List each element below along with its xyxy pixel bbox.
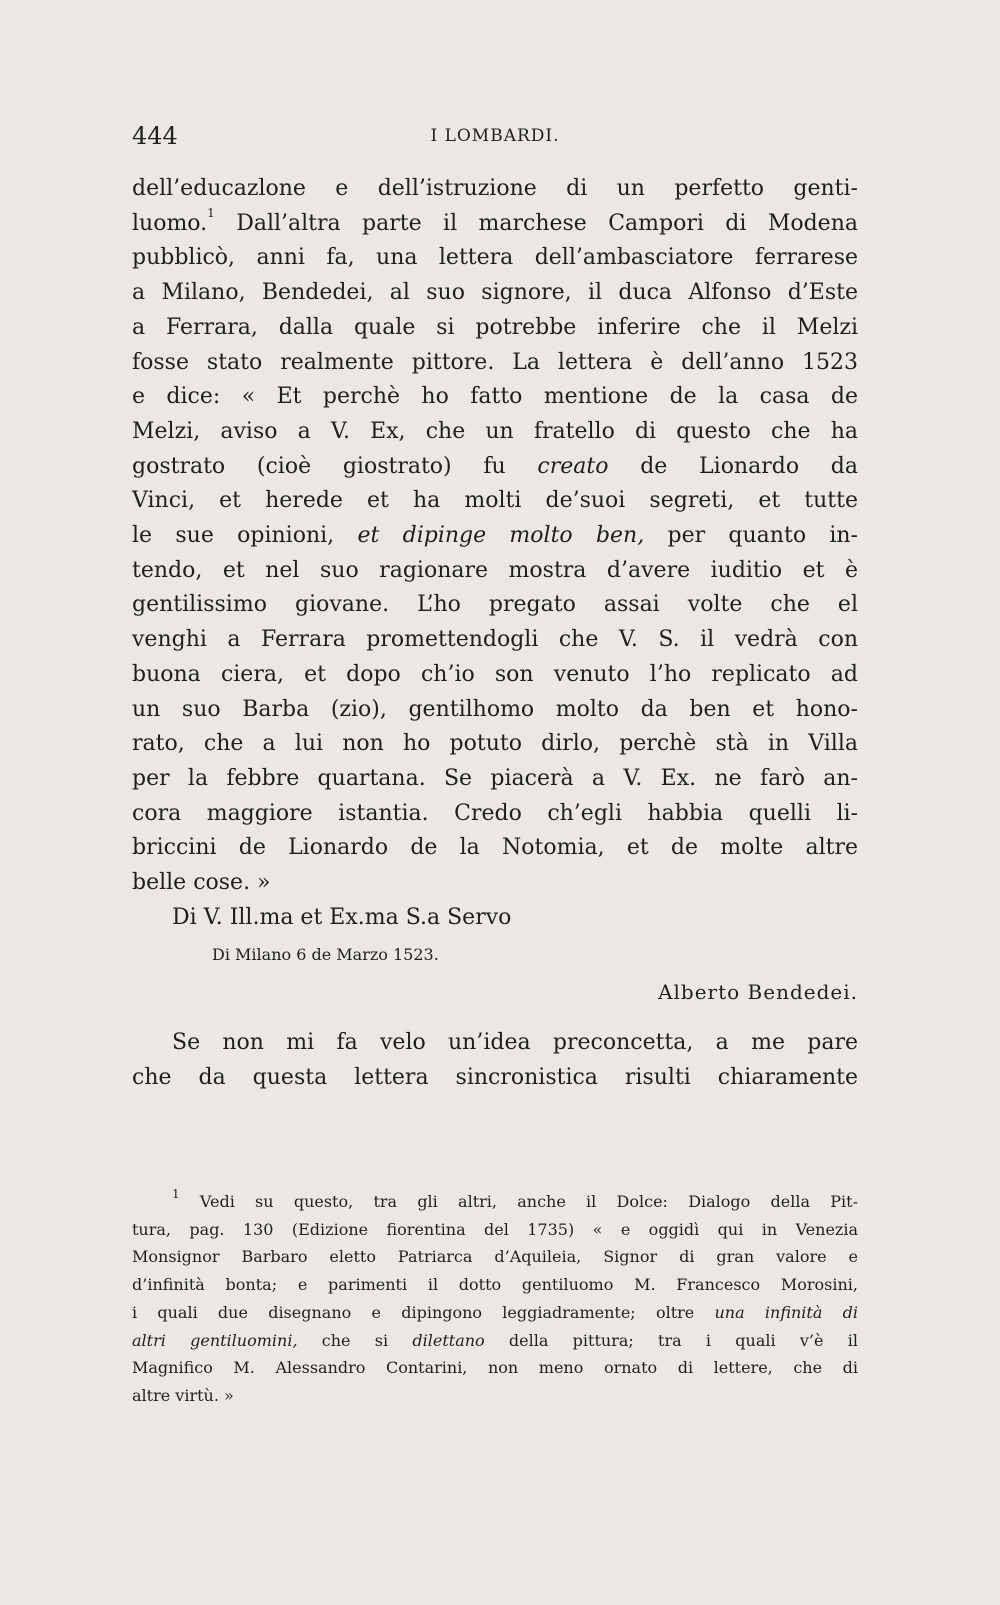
- text-fragment: i quali due disegnano e dipingono leggiadramente; oltre: [132, 1302, 715, 1322]
- text-fragment: per quanto in-: [644, 523, 858, 549]
- text-line: [132, 519, 858, 554]
- italic-text: creato: [537, 453, 609, 479]
- text-line: per la febbre quartana. Se piacerà a V. Ex. ne farò an-: [132, 765, 858, 791]
- italic-text: et dipinge molto ben,: [357, 523, 645, 549]
- paragraph-gap: [132, 1010, 858, 1026]
- text-line: tendo, et nel suo ragionare mostra d’avere iuditio et è: [132, 557, 858, 583]
- text-fragment: luomo.: [132, 210, 208, 236]
- text-line: [132, 207, 858, 242]
- footnote-line: [132, 1327, 858, 1355]
- text-line: gentilissimo giovane. L’ho pregato assai volte che el: [132, 592, 858, 618]
- text-fragment: Dall’altra parte il marchese Campori di Modena: [214, 210, 858, 236]
- text-line: cora maggiore istantia. Credo ch’egli habbia quelli li-: [132, 800, 858, 826]
- text-line: fosse stato realmente pittore. La lettera è dell’anno 1523: [132, 349, 858, 375]
- text-line: buona ciera, et dopo ch’io son venuto l’ho replicato ad: [132, 661, 858, 687]
- text-line: che da questa lettera sincronistica risulti chiaramente: [132, 1064, 858, 1090]
- text-fragment: de Lionardo da: [608, 453, 858, 479]
- italic-text: una infinità di: [714, 1302, 858, 1322]
- footnote-line: altre virtù. »: [132, 1385, 234, 1405]
- footnote: [132, 1188, 858, 1410]
- running-title: I LOMBARDI.: [430, 126, 560, 146]
- italic-text: dilettano: [412, 1330, 485, 1350]
- text-fragment: Vedi su questo, tra gli altri, anche il Dolce: Dialogo della Pit-: [179, 1192, 858, 1211]
- text-line: belle cose. »: [132, 870, 271, 896]
- text-fragment: gostrato (cioè giostrato) fu: [132, 453, 538, 479]
- footnote-line: Magnifico M. Alessandro Contarini, non meno ornato di lettere, che di: [132, 1358, 858, 1378]
- text-line: e dice: « Et perchè ho fatto mentione de la casa de: [132, 384, 858, 410]
- text-fragment: le sue opinioni,: [132, 523, 358, 549]
- page-header: [132, 122, 858, 152]
- letter-closing: Di V. Ill.ma et Ex.ma S.a Servo: [172, 904, 512, 930]
- footnote-marker: 1: [207, 205, 215, 220]
- page-number: 444: [132, 122, 178, 150]
- text-fragment: che si: [297, 1330, 413, 1350]
- footnote-line: [132, 1299, 858, 1327]
- text-line: venghi a Ferrara promettendogli che V. S. il vedrà con: [132, 627, 858, 653]
- text-line: Se non mi fa velo un’idea preconcetta, a me pare: [172, 1030, 858, 1056]
- text-fragment: della pittura; tra i quali v’è il: [484, 1330, 858, 1350]
- footnote-marker: 1: [172, 1187, 180, 1201]
- letter-dateline: Di Milano 6 de Marzo 1523.: [212, 945, 439, 965]
- text-line: a Ferrara, dalla quale si potrebbe inferire che il Melzi: [132, 314, 858, 340]
- text-line: un suo Barba (zio), gentilhomo molto da ben et hono-: [132, 696, 858, 722]
- text-line: a Milano, Bendedei, al suo signore, il duca Alfonso d’Este: [132, 280, 858, 306]
- text-line: dell’educazlone e dell’istruzione di un perfetto genti-: [132, 176, 858, 201]
- footnote-line: Monsignor Barbaro eletto Patriarca d’Aquileia, Signor di gran valore e: [132, 1247, 858, 1267]
- text-line: briccini de Lionardo de la Notomia, et de molte altre: [132, 835, 858, 861]
- text-line: Melzi, aviso a V. Ex, che un fratello di questo che ha: [132, 418, 858, 444]
- text-line: pubblicò, anni fa, una lettera dell’ambasciatore ferrarese: [132, 245, 858, 271]
- letter-signature: Alberto Bendedei.: [658, 980, 858, 1005]
- text-line: Vinci, et herede et ha molti de’suoi segreti, et tutte: [132, 488, 858, 514]
- body-text: [132, 172, 858, 1096]
- footnote-line: tura, pag. 130 (Edizione fiorentina del 1735) « e oggidì qui in Venezia: [132, 1219, 858, 1239]
- footnote-line: [132, 1188, 858, 1216]
- footnote-line: d’infinità bonta; e parimenti il dotto gentiluomo M. Francesco Morosini,: [132, 1275, 858, 1295]
- text-line: [132, 450, 858, 485]
- italic-text: altri gentiluomini,: [132, 1330, 298, 1350]
- text-line: rato, che a lui non ho potuto dirlo, perchè stà in Villa: [132, 731, 858, 757]
